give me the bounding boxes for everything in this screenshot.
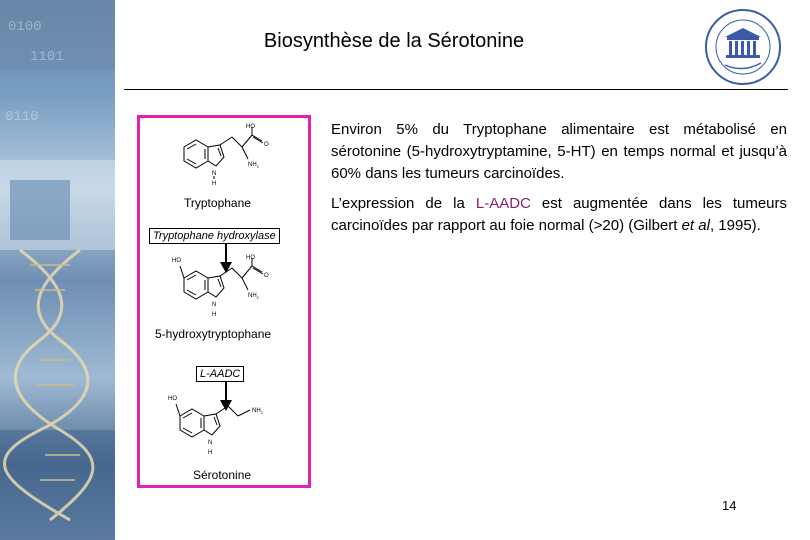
svg-text:0100: 0100 bbox=[8, 19, 42, 35]
dna-helix-image bbox=[0, 0, 115, 540]
svg-text:HO: HO bbox=[246, 255, 255, 261]
svg-text:NH2: $NH_2$ bbox=[248, 162, 259, 169]
svg-text:H: H bbox=[212, 181, 217, 187]
serotonine-label: Sérotonine bbox=[193, 468, 252, 482]
svg-text:O: O bbox=[264, 273, 269, 279]
l-aadc-highlight: L-AADC bbox=[475, 195, 531, 212]
svg-text:HO: HO bbox=[246, 124, 255, 130]
page-number: 14 bbox=[722, 498, 737, 513]
svg-text:O: O bbox=[264, 142, 269, 148]
slide-title: Biosynthèse de la Sérotonine bbox=[263, 30, 525, 52]
tryptophane-label: Tryptophane bbox=[184, 196, 251, 210]
decorative-sidebar bbox=[0, 0, 115, 540]
svg-text:N: N bbox=[212, 302, 217, 308]
tryptophane-hydroxylase-label: Tryptophane hydroxylase bbox=[149, 228, 280, 244]
svg-text:H: H bbox=[212, 312, 217, 318]
university-logo bbox=[703, 7, 783, 87]
et-al-italic: et al bbox=[681, 217, 710, 234]
l-aadc-label: L-AADC bbox=[196, 366, 244, 382]
tryptophane-structure bbox=[176, 119, 286, 191]
svg-text:N: N bbox=[212, 171, 217, 177]
paragraph-metabolism: Environ 5% du Tryptophane alimentaire est métabolisé en sérotonine (5-hydroxytryptamine, 5-HT) en temps normal et jusqu’à 60% dans les tumeurs carcinoïdes. bbox=[331, 121, 787, 182]
svg-text:HO: HO bbox=[172, 258, 181, 264]
paragraph-expression-text: , 1995). bbox=[709, 217, 761, 234]
svg-text:N: N bbox=[208, 440, 213, 446]
svg-text:H: H bbox=[208, 450, 213, 456]
svg-text:1101: 1101 bbox=[30, 49, 64, 65]
title-divider bbox=[124, 89, 788, 90]
serotonine-structure bbox=[164, 388, 274, 460]
svg-text:NH2: $NH_2$ bbox=[248, 293, 259, 300]
hydroxytryptophane-structure bbox=[168, 250, 278, 322]
svg-text:0110: 0110 bbox=[5, 109, 39, 125]
paragraph-expression-text: L’expression de la bbox=[331, 195, 476, 212]
paragraph-expression-text: est augmentée dans les tumeurs carcinoïdes par rapport au foie normal (>20) (Gilbert bbox=[331, 195, 788, 234]
svg-text:HO: HO bbox=[168, 396, 177, 402]
svg-text:NH2: $NH_2$ bbox=[252, 408, 263, 415]
hydroxytryptophane-label: 5-hydroxytryptophane bbox=[155, 327, 272, 341]
paragraph-expression bbox=[331, 193, 787, 237]
